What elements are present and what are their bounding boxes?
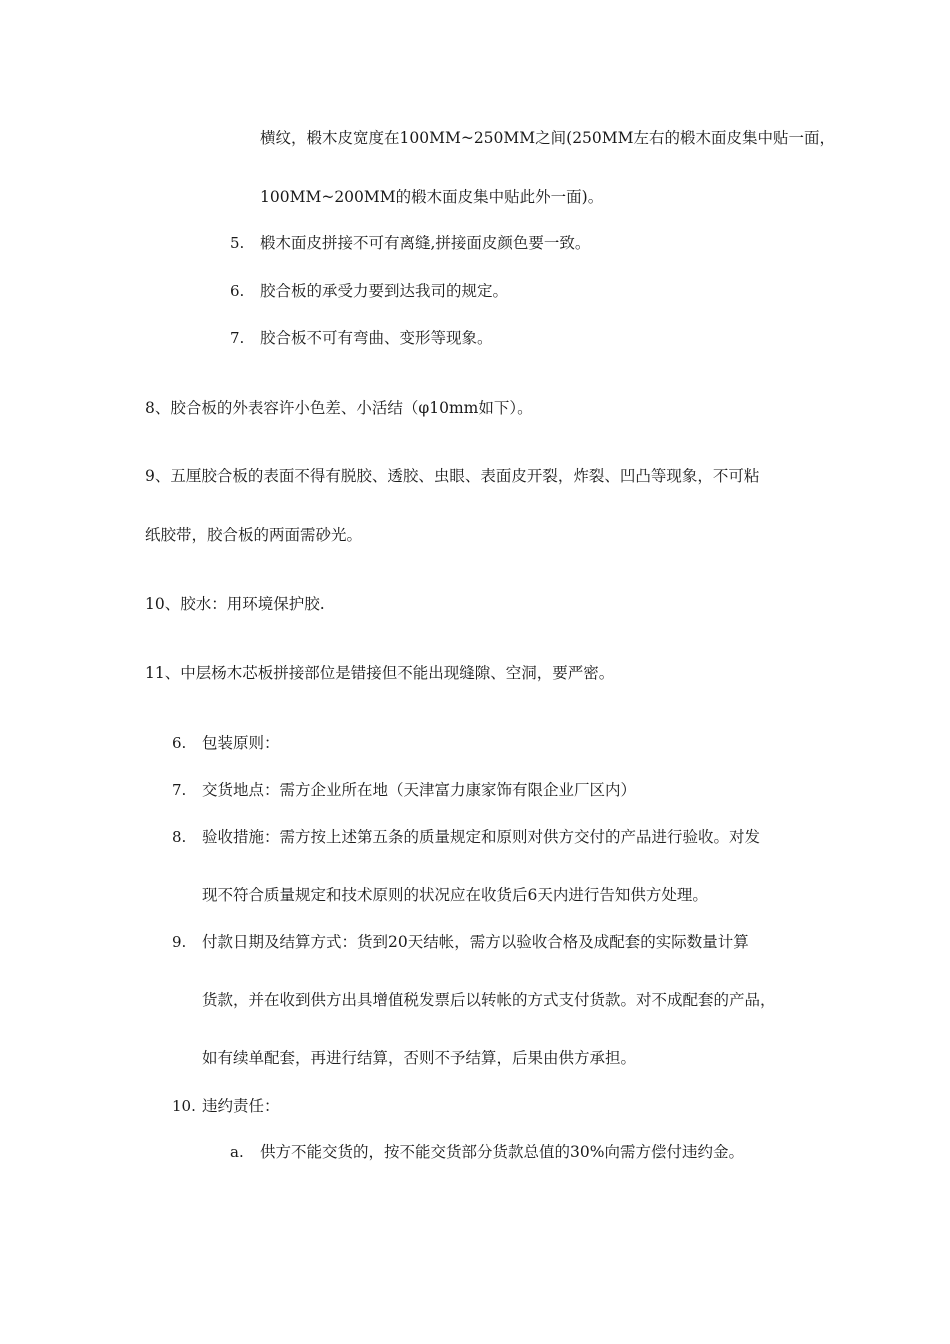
item-9-line-2: 纸胶带，胶合板的两面需砂光。: [145, 526, 363, 544]
item-5-text: 椴木面皮拼接不可有离缝,拼接面皮颜色要一致。: [260, 234, 591, 252]
section-8-number: 8.: [172, 828, 187, 846]
section-9-line-3: 如有续单配套，再进行结算，否则不予结算，后果由供方承担。: [202, 1049, 637, 1067]
item-7-number: 7.: [230, 329, 245, 347]
continued-line-1: 横纹，椴木皮宽度在100MM~250MM之间(250MM左右的椴木面皮集中贴一面，: [260, 129, 836, 147]
item-10-text: 10、胶水：用环境保护胶.: [145, 595, 325, 613]
section-7-number: 7.: [172, 781, 187, 799]
section-6-number: 6.: [172, 734, 187, 752]
sub-item-a-marker: a.: [230, 1143, 244, 1161]
section-8-line-2: 现不符合质量规定和技术原则的状况应在收货后6天内进行告知供方处理。: [202, 886, 708, 904]
section-8-line-1: 验收措施：需方按上述第五条的质量规定和原则对供方交付的产品进行验收。对发: [202, 828, 761, 846]
sub-item-a-text: 供方不能交货的，按不能交货部分货款总值的30%向需方偿付违约金。: [260, 1143, 744, 1161]
item-6-text: 胶合板的承受力要到达我司的规定。: [260, 282, 509, 300]
section-6-text: 包装原则：: [202, 734, 280, 752]
section-9-line-1: 付款日期及结算方式：货到20天结帐，需方以验收合格及成配套的实际数量计算: [202, 933, 749, 951]
item-6-number: 6.: [230, 282, 245, 300]
item-7-text: 胶合板不可有弯曲、变形等现象。: [260, 329, 493, 347]
section-7-text: 交货地点：需方企业所在地（天津富力康家饰有限企业厂区内）: [202, 781, 637, 799]
section-9-line-2: 货款，并在收到供方出具增值税发票后以转帐的方式支付货款。对不成配套的产品，: [202, 991, 776, 1009]
continued-line-2: 100MM~200MM的椴木面皮集中贴此外一面)。: [260, 188, 604, 206]
item-5-number: 5.: [230, 234, 245, 252]
item-11-text: 11、中层杨木芯板拼接部位是错接但不能出现缝隙、空洞，要严密。: [145, 664, 615, 682]
section-10-text: 违约责任：: [202, 1097, 280, 1115]
section-10-number: 10.: [172, 1097, 196, 1115]
item-8-text: 8、胶合板的外表容许小色差、小活结（φ10mm如下）。: [145, 399, 533, 417]
item-9-line-1: 9、五厘胶合板的表面不得有脱胶、透胶、虫眼、表面皮开裂，炸裂、凹凸等现象，不可粘: [145, 467, 760, 485]
section-9-number: 9.: [172, 933, 187, 951]
